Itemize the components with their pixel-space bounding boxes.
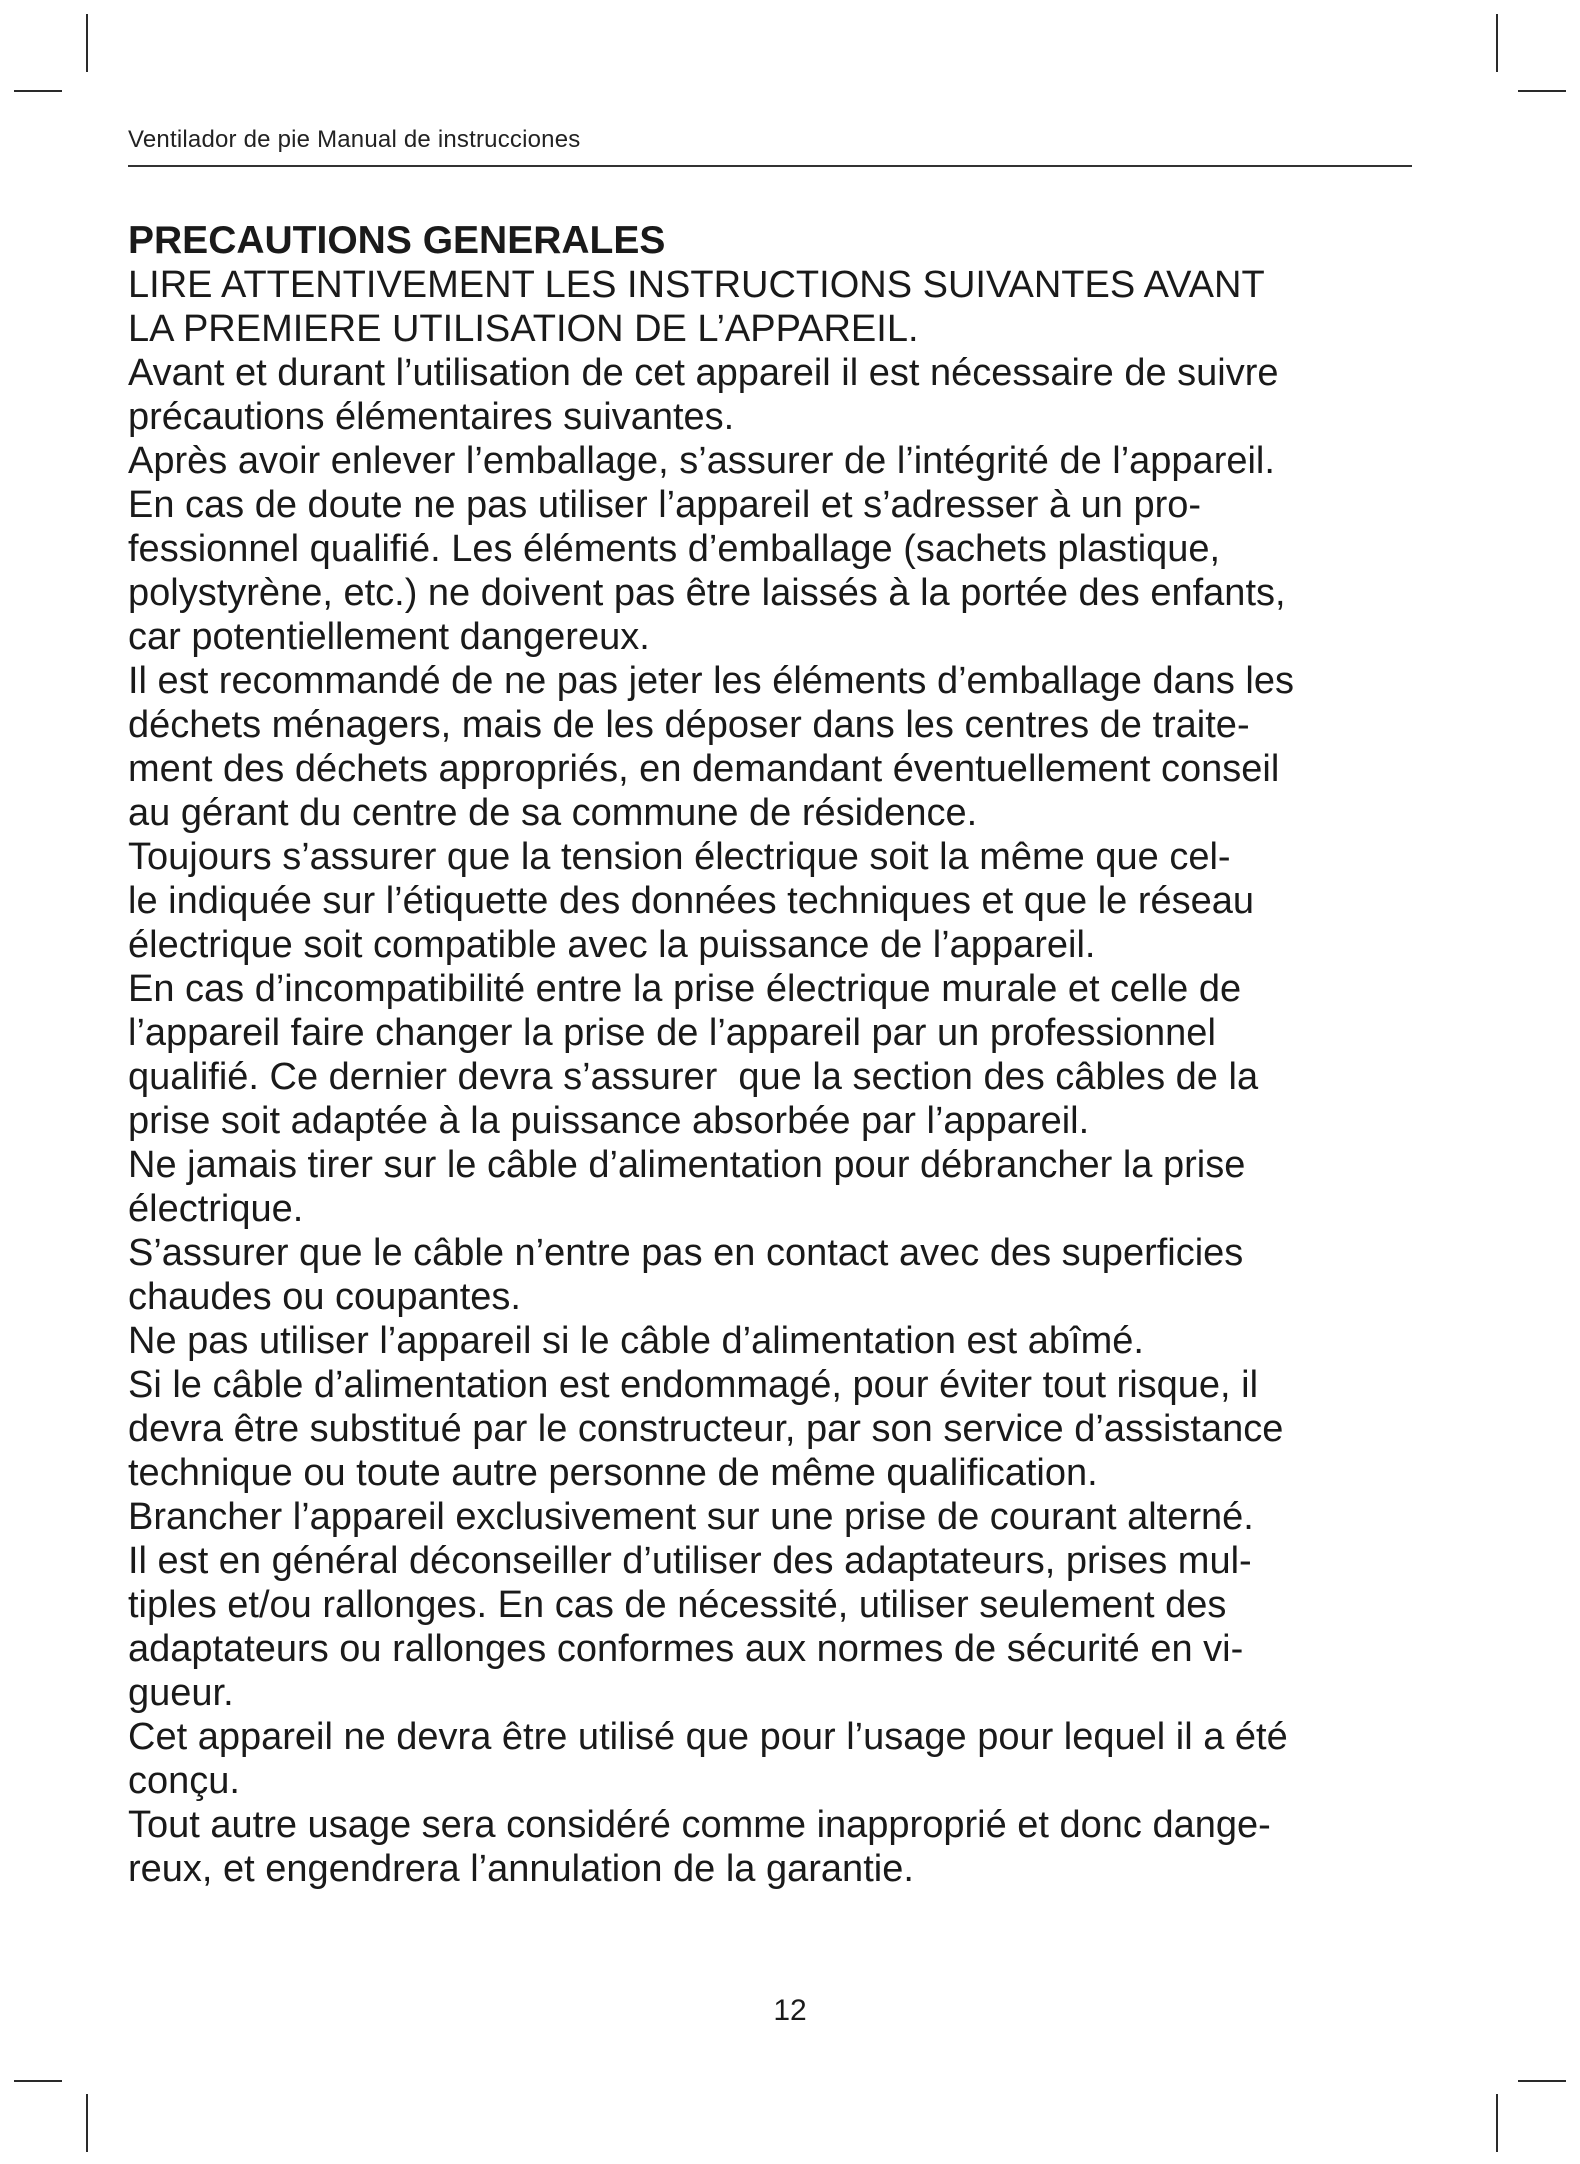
text-line: devra être substitué par le constructeur, par son service d’assistance xyxy=(128,1408,1284,1450)
text-line: Il est recommandé de ne pas jeter les éléments d’emballage dans les xyxy=(128,660,1294,702)
text-line: l’appareil faire changer la prise de l’appareil par un professionnel xyxy=(128,1012,1216,1054)
text-line: Ne jamais tirer sur le câble d’alimentation pour débrancher la prise xyxy=(128,1144,1246,1186)
text-line: fessionnel qualifié. Les éléments d’emballage (sachets plastique, xyxy=(128,528,1221,570)
text-line: électrique soit compatible avec la puissance de l’appareil. xyxy=(128,924,1096,966)
text-line: car potentiellement dangereux. xyxy=(128,616,650,658)
crop-mark-top-right-vertical xyxy=(1496,14,1498,72)
text-line: gueur. xyxy=(128,1672,234,1714)
text-line: Il est en général déconseiller d’utiliser des adaptateurs, prises mul- xyxy=(128,1540,1252,1582)
text-line: qualifié. Ce dernier devra s’assurer que la section des câbles de la xyxy=(128,1056,1259,1098)
text-line: LA PREMIERE UTILISATION DE L’APPAREIL. xyxy=(128,308,919,350)
text-line: Cet appareil ne devra être utilisé que pour l’usage pour lequel il a été xyxy=(128,1716,1288,1758)
text-line: En cas d’incompatibilité entre la prise électrique murale et celle de xyxy=(128,968,1242,1010)
text-line: chaudes ou coupantes. xyxy=(128,1276,521,1318)
crop-mark-top-left-vertical xyxy=(86,14,88,72)
body-text xyxy=(128,219,1448,1891)
page-number: 12 xyxy=(773,1994,807,2027)
crop-mark-bottom-right-horizontal xyxy=(1518,2080,1566,2082)
crop-mark-bottom-right-vertical xyxy=(1496,2094,1498,2152)
paragraph-lines xyxy=(128,263,1448,1891)
text-line: Toujours s’assurer que la tension électrique soit la même que cel- xyxy=(128,836,1231,878)
text-line: technique ou toute autre personne de même qualification. xyxy=(128,1452,1098,1494)
crop-mark-bottom-left-vertical xyxy=(86,2094,88,2152)
text-line: Tout autre usage sera considéré comme inapproprié et donc dange- xyxy=(128,1804,1271,1846)
text-line: précautions élémentaires suivantes. xyxy=(128,396,735,438)
text-line: reux, et engendrera l’annulation de la garantie. xyxy=(128,1848,914,1890)
text-line: Avant et durant l’utilisation de cet appareil il est nécessaire de suivre xyxy=(128,352,1279,394)
text-line: déchets ménagers, mais de les déposer dans les centres de traite- xyxy=(128,704,1250,746)
text-line: Si le câble d’alimentation est endommagé, pour éviter tout risque, il xyxy=(128,1364,1259,1406)
text-line: Brancher l’appareil exclusivement sur une prise de courant alterné. xyxy=(128,1496,1254,1538)
text-line: ment des déchets appropriés, en demandant éventuellement conseil xyxy=(128,748,1280,790)
text-line: S’assurer que le câble n’entre pas en contact avec des superficies xyxy=(128,1232,1244,1274)
text-line: tiples et/ou rallonges. En cas de nécessité, utiliser seulement des xyxy=(128,1584,1227,1626)
text-line: Ne pas utiliser l’appareil si le câble d’alimentation est abîmé. xyxy=(128,1320,1144,1362)
text-line: En cas de doute ne pas utiliser l’appareil et s’adresser à un pro- xyxy=(128,484,1202,526)
text-line: conçu. xyxy=(128,1760,240,1802)
text-line: Après avoir enlever l’emballage, s’assurer de l’intégrité de l’appareil. xyxy=(128,440,1275,482)
crop-mark-top-right-horizontal xyxy=(1518,90,1566,92)
text-line: au gérant du centre de sa commune de résidence. xyxy=(128,792,978,834)
text-line: adaptateurs ou rallonges conformes aux normes de sécurité en vi- xyxy=(128,1628,1244,1670)
running-header: Ventilador de pie Manual de instrucciones xyxy=(128,126,581,153)
crop-mark-bottom-left-horizontal xyxy=(14,2080,62,2082)
text-line: prise soit adaptée à la puissance absorbée par l’appareil. xyxy=(128,1100,1090,1142)
section-heading: PRECAUTIONS GENERALES xyxy=(128,219,666,262)
text-line: polystyrène, etc.) ne doivent pas être laissés à la portée des enfants, xyxy=(128,572,1286,614)
header-rule xyxy=(128,165,1412,167)
text-line: LIRE ATTENTIVEMENT LES INSTRUCTIONS SUIVANTES AVANT xyxy=(128,264,1265,306)
text-line: le indiquée sur l’étiquette des données techniques et que le réseau xyxy=(128,880,1255,922)
text-line: électrique. xyxy=(128,1188,304,1230)
crop-mark-top-left-horizontal xyxy=(14,90,62,92)
